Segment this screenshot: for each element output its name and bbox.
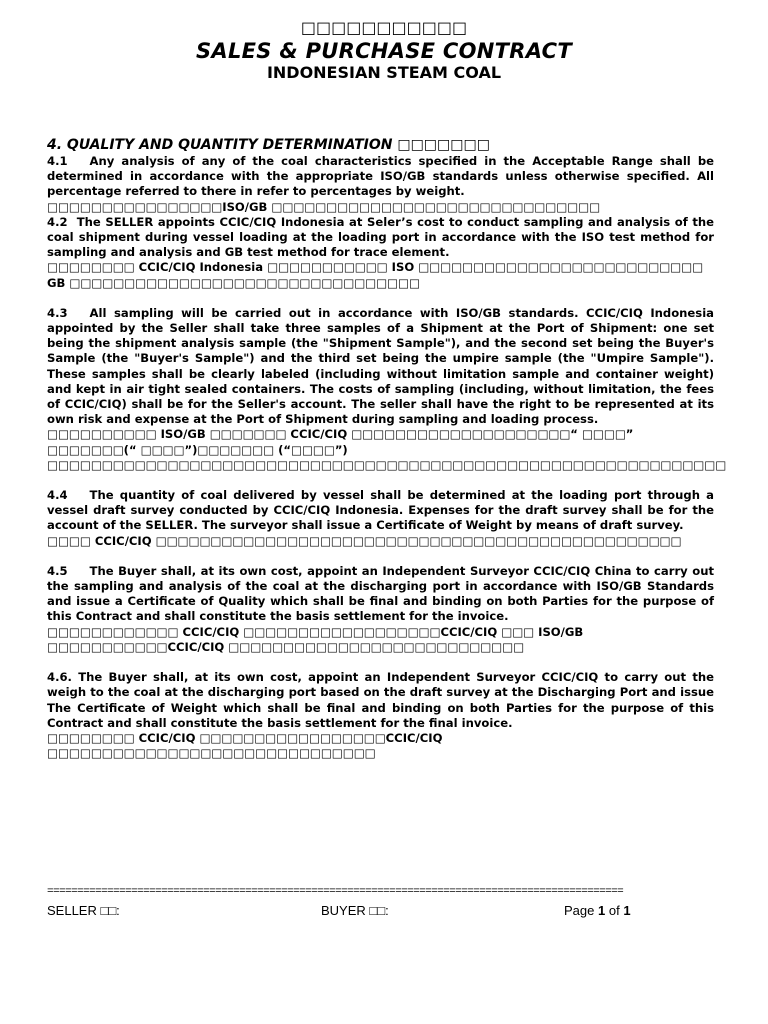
page-number xyxy=(564,903,631,918)
page-current: 1 xyxy=(598,903,606,918)
contract-subtitle: INDONESIAN STEAM COAL xyxy=(266,63,502,82)
clause-4-1-en xyxy=(47,154,714,200)
clause-number: 4.5 xyxy=(47,563,68,578)
clause-number: 4.4 xyxy=(47,488,68,503)
contract-section xyxy=(47,137,727,761)
clause-4-3-cn: □□□□□□□□□□ ISO/GB □□□□□□□ CCIC/CIQ □□□□□□□□□□□□□□□□□□□□“ □□□□” □□□□□□□(“ □□□□”)□□□□□□□ (“□□□□”) □□□□□□□□□□□□□□□□□□□□□□□□□□□□□□□□□□□□□□□□□□□□□□□□□□□□□□□□□□□□□□ xyxy=(47,427,727,472)
footer-divider: ================================================================================================ xyxy=(47,886,624,898)
clause-4-2-en xyxy=(47,215,714,261)
clause-text: The SELLER appoints CCIC/CIQ Indonesia at Seler’s cost to conduct sampling and analysis of the coal shipment during vessel loading at the loading port in accordance with the ISO test method for sampling and analysis and GB test method for trace element. xyxy=(47,214,714,260)
clause-4-4-cn: □□□□ CCIC/CIQ □□□□□□□□□□□□□□□□□□□□□□□□□□□□□□□□□□□□□□□□□□□□□□□□ xyxy=(47,533,682,548)
signature-row xyxy=(47,903,714,921)
page-total: 1 xyxy=(623,903,631,918)
clause-4-5-en xyxy=(47,564,714,625)
clause-4-3-en xyxy=(47,306,714,428)
clause-number: 4.3 xyxy=(47,305,68,320)
contract-title: SALES & PURCHASE CONTRACT xyxy=(196,39,572,63)
clause-text: The Buyer shall, at its own cost, appoint an Independent Surveyor CCIC/CIQ to carry out the weigh to the coal at the discharging port based on the draft survey at the Discharging Port and issue The Certificate of Weight which shall be final and binding on both Parties for the purpose of this Contract and shall constitute the basis settlement for the final invoice. xyxy=(47,670,714,730)
clause-text: The Buyer shall, at its own cost, appoint an Independent Surveyor CCIC/CIQ China to carry out the sampling and analysis of the coal at the discharging port in accordance with ISO/GB Standards and issue a Certificate of Quality which shall be final and binding on both Parties for the purpose of this Contract and shall constitute the basis settlement for the invoice. xyxy=(47,563,714,624)
buyer-label: BUYER □□: xyxy=(321,903,389,918)
page-prefix: Page xyxy=(564,903,595,918)
clause-number: 4.2 xyxy=(47,214,68,229)
section-title: 4. QUALITY AND QUANTITY DETERMINATION □□□□□□□ xyxy=(47,137,490,153)
clause-4-5-cn: □□□□□□□□□□□□ CCIC/CIQ □□□□□□□□□□□□□□□□□□CCIC/CIQ □□□ ISO/GB □□□□□□□□□□□CCIC/CIQ □□□□□□□□□□□□□□□□□□□□□□□□□□□ xyxy=(47,624,584,654)
clause-4-1-cn: □□□□□□□□□□□□□□□□ISO/GB □□□□□□□□□□□□□□□□□□□□□□□□□□□□□□ xyxy=(47,199,601,214)
clause-4-4-en xyxy=(47,488,714,534)
clause-text: Any analysis of any of the coal characteristics specified in the Acceptable Range shall be determined in accordance with the appropriate ISO/GB standards unless otherwise specified. All percentage referred to there in refer to percentages by weight. xyxy=(47,154,714,199)
clause-4-6-en xyxy=(47,670,714,731)
clause-number: 4.1 xyxy=(47,154,68,168)
clause-4-2-cn: □□□□□□□□ CCIC/CIQ Indonesia □□□□□□□□□□□ ISO □□□□□□□□□□□□□□□□□□□□□□□□□□ GB □□□□□□□□□□□□□□□□□□□□□□□□□□□□□□□□ xyxy=(47,260,704,290)
clause-text: The quantity of coal delivered by vessel shall be determined at the loading port through a vessel draft survey conducted by CCIC/CIQ Indonesia. Expenses for the draft survey shall be for the account of the SELLER. The surveyor shall issue a Certificate of Weight by means of draft survey. xyxy=(47,488,714,533)
clause-text: All sampling will be carried out in accordance with ISO/GB standards. CCIC/CIQ Indonesia appointed by the Seller shall take three samples of a Shipment at the Port of Shipment: one set being the shipment analysis sample (the "Shipment Sample"), and the second set being the Buyer's Sample (the "Buyer's Sample") and the third set being the umpire sample (the "Umpire Sample"). These samples shall be clearly labeled (including without limitation sample and container weight) and kept in air tight sealed containers. The costs of sampling (including, without limitation, the fees of CCIC/CIQ) shall be for the Seller's account. The seller shall have the right to be represented at its own risk and expense at the Port of Shipment during sampling and loading process. xyxy=(47,305,714,427)
page-of: of xyxy=(608,903,620,918)
page-footer xyxy=(47,886,714,921)
contract-chinese-title: □□□□□□□□□□□ xyxy=(300,18,468,37)
clause-number: 4.6. xyxy=(47,670,72,685)
seller-label: SELLER □□: xyxy=(47,903,120,918)
clause-4-6-cn: □□□□□□□□ CCIC/CIQ □□□□□□□□□□□□□□□□□CCIC/CIQ □□□□□□□□□□□□□□□□□□□□□□□□□□□□□□ xyxy=(47,730,443,761)
